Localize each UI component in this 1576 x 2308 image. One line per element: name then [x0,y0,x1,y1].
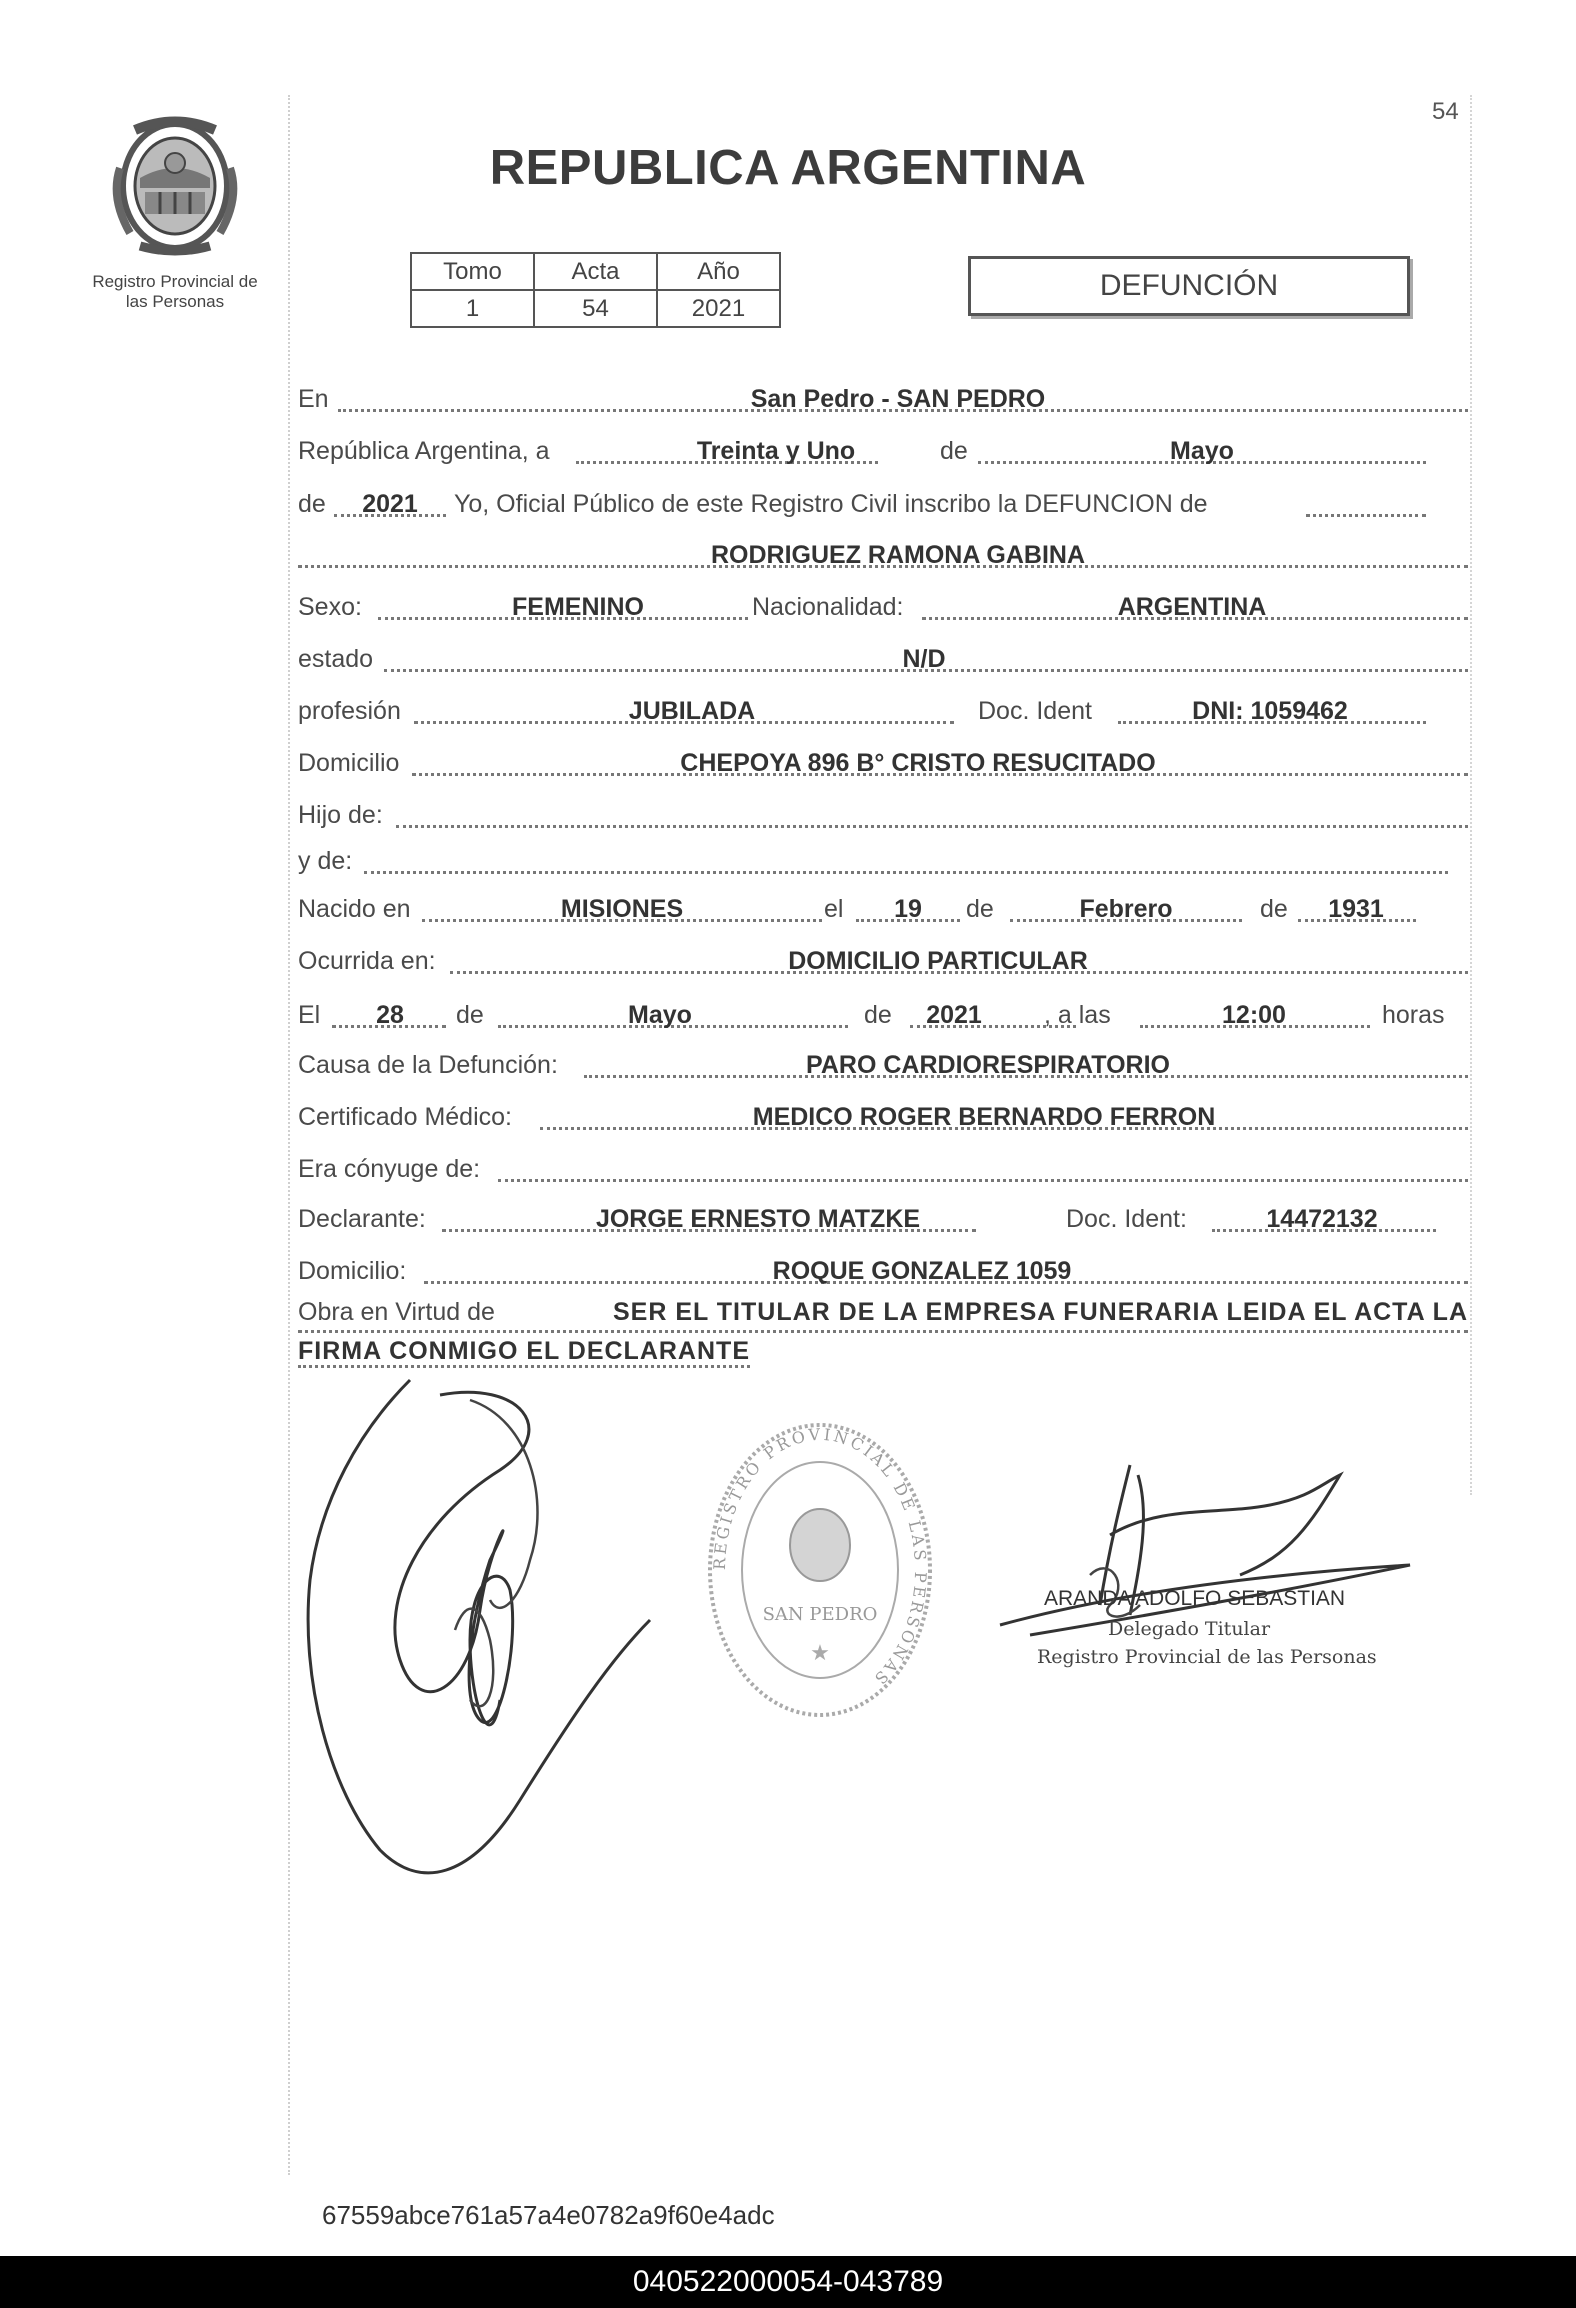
label-de: de [940,437,968,465]
document-hash: 67559abce761a57a4e0782a9f60e4adc [322,2200,775,2230]
value-def-mes: Mayo [628,1001,692,1029]
row-domicilio-declarante [298,1246,1468,1290]
registration-table [410,252,781,328]
label-y-de: y de: [298,847,353,875]
registry-name [70,272,280,312]
value-nac-anio: 1931 [1328,895,1384,923]
value-documento: DNI: 1059462 [1192,697,1348,725]
label-nacido-en: Nacido en [298,895,411,923]
label-domicilio: Domicilio [298,749,400,777]
value-nacionalidad: ARGENTINA [1117,593,1267,621]
header-acta: Acta [534,253,657,290]
value-def-hora: 12:00 [1222,1001,1286,1029]
label-estado: estado [298,645,374,673]
label-certificado: Certificado Médico: [298,1103,512,1131]
value-mes: Mayo [1170,437,1234,465]
row-conyuge [298,1144,1468,1188]
value-virtud-line2: FIRMA CONMIGO EL DECLARANTE [298,1337,750,1368]
value-estado: N/D [902,645,946,673]
value-def-dia: 28 [376,1001,404,1029]
value-ocurrida-en: DOMICILIO PARTICULAR [788,947,1088,975]
value-anio-acta: 2021 [362,490,418,518]
value-fallecido: RODRIGUEZ RAMONA GABINA [710,541,1086,569]
right-margin-line [1470,95,1472,1495]
value-sexo: FEMENINO [512,593,644,621]
value-acta: 54 [534,290,657,327]
registry-name-line2: las Personas [125,292,225,311]
value-declarante-domicilio: ROQUE GONZALEZ 1059 [772,1257,1072,1285]
footer-code-bar: 040522000054-043789 [0,2256,1576,2308]
label-horas: horas [1382,1001,1445,1029]
row-sexo [298,582,1468,626]
header-anio: Año [657,253,780,290]
row-oficial [298,479,1468,523]
row-estado [298,634,1468,678]
label-doc-ident2: Doc. Ident: [1066,1205,1187,1233]
official-name: ARANDA ADOLFO SEBASTIAN [1044,1587,1346,1610]
header-tomo: Tomo [411,253,534,290]
label-nacionalidad: Nacionalidad: [752,593,904,621]
official-signature [990,1445,1430,1675]
value-nac-mes: Febrero [1079,895,1173,923]
row-profesion [298,686,1468,730]
row-lugar [298,374,1468,418]
value-declarante-doc: 14472132 [1266,1205,1378,1233]
row-domicilio [298,738,1468,782]
document-type-box: DEFUNCIÓN [968,256,1410,316]
document-title: REPUBLICA ARGENTINA [489,141,1087,195]
registry-name-line1: Registro Provincial de [92,272,258,291]
row-fecha-defuncion [298,990,1468,1034]
label-sexo: Sexo: [298,593,362,621]
label-obra: Obra en Virtud de [298,1298,495,1326]
label-conyuge: Era cónyuge de: [298,1155,481,1183]
value-profesion: JUBILADA [628,697,756,725]
row-hijo-de [298,790,1468,834]
row-declarante [298,1194,1468,1238]
row-y-de [298,836,1468,880]
value-nacido-en: MISIONES [560,895,684,923]
label-el: El [298,1001,321,1029]
value-tomo: 1 [411,290,534,327]
label-en: En [298,385,329,413]
left-margin-line [288,95,290,2175]
label-de: de [1260,895,1288,923]
row-certificado [298,1092,1468,1136]
row-ocurrida [298,936,1468,980]
value-causa: PARO CARDIORESPIRATORIO [806,1051,1170,1079]
label-el: el [824,895,844,923]
row-fecha-acta [298,426,1468,470]
seal-place: SAN PEDRO [762,1604,878,1625]
label-de: de [966,895,994,923]
label-causa: Causa de la Defunción: [298,1051,558,1079]
value-declarante: JORGE ERNESTO MATZKE [595,1205,921,1233]
label-hijo-de: Hijo de: [298,801,383,829]
seal-text: REGISTRO PROVINCIAL DE LAS PERSONAS [709,1424,931,1690]
value-dia-texto: Treinta y Uno [696,437,856,465]
value-certificado: MEDICO ROGER BERNARDO FERRON [752,1103,1216,1131]
label-de: de [456,1001,484,1029]
value-def-anio: 2021 [926,1001,982,1029]
label-yo: Yo, Oficial Público de este Registro Civil inscribo la DEFUNCION de [454,490,1208,518]
official-seal-stamp [700,1415,940,1725]
label-ocurrida-en: Ocurrida en: [298,947,436,975]
label-domicilio2: Domicilio: [298,1257,407,1285]
row-nacido [298,884,1468,928]
value-anio: 2021 [657,290,780,327]
label-republica: República Argentina, a [298,437,550,465]
obra-en-virtud [298,1294,1468,1369]
value-virtud-line1: SER EL TITULAR DE LA EMPRESA FUNERARIA LEIDA EL ACTA LA [612,1298,1468,1326]
row-causa [298,1040,1468,1084]
page-number: 54 [1432,98,1459,125]
value-lugar: San Pedro - SAN PEDRO [750,385,1046,413]
label-doc-ident: Doc. Ident [978,697,1092,725]
label-de: de [298,490,326,518]
value-domicilio: CHEPOYA 896 B° CRISTO RESUCITADO [680,749,1156,777]
label-de: de [864,1001,892,1029]
official-office: Registro Provincial de las Personas [1037,1646,1377,1668]
row-fallecido [298,530,1468,574]
svg-text:★: ★ [810,1640,830,1665]
label-profesion: profesión [298,697,401,725]
official-role: Delegado Titular [1108,1618,1271,1640]
label-declarante: Declarante: [298,1205,426,1233]
value-nac-dia: 19 [894,895,922,923]
label-a-las: , a las [1044,1001,1111,1029]
